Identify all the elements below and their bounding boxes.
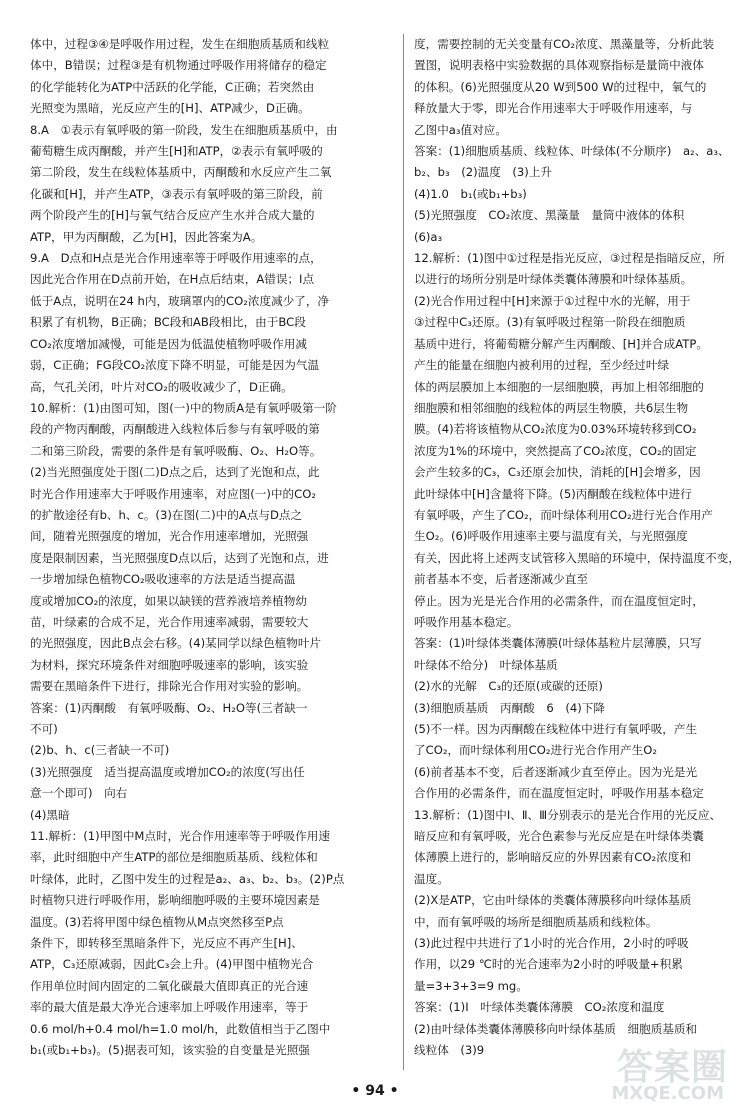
page-number: • 94 • bbox=[351, 1083, 399, 1099]
text-line: (2)由叶绿体类囊体薄膜移向叶绿体基质 细胞质基质和 bbox=[414, 1021, 698, 1036]
text-line: 的扩散途径有b、h、c。(3)在图(二)中的A点与D点之 bbox=[30, 507, 303, 522]
text-line: b₁(或b₁+b₃)。(5)据表可知，该实验的自变量是光照强 bbox=[30, 1043, 310, 1058]
right-column-text bbox=[414, 34, 740, 1062]
text-line: 膜。(4)若将该植物从CO₂浓度为0.03%环境转移到CO₂ bbox=[414, 422, 697, 437]
watermark-line1: 答案圈 bbox=[616, 1047, 728, 1088]
text-line: (4)1.0 b₁(或b₁+b₃) bbox=[414, 186, 527, 201]
text-line: 8.A ①表示有氧呼吸的第一阶段，发生在细胞质基质中，由 bbox=[30, 122, 338, 137]
text-line: 此叶绿体中[H]含量将下降。(5)丙酮酸在线粒体中进行 bbox=[414, 486, 692, 501]
text-line: 高，气孔关闭，叶片对CO₂的吸收减少了，D正确。 bbox=[30, 379, 293, 394]
text-line: 温度。 bbox=[414, 871, 449, 886]
text-line: 一步增加绿色植物CO₂吸收速率的方法是适当提高温 bbox=[30, 572, 296, 587]
text-line: 时植物只进行呼吸作用，影响细胞呼吸的主要环境因素是 bbox=[30, 893, 320, 908]
text-line: 第二阶段，发生在线粒体基质中，丙酮酸和水反应产生二氧 bbox=[30, 165, 332, 180]
text-line: 段的产物丙酮酸，丙酮酸进入线粒体后参与有氧呼吸的第 bbox=[30, 422, 320, 437]
text-line: 释放量大于零，即光合作用速率大于呼吸作用速率，与 bbox=[414, 101, 693, 116]
text-line: 12.解析：(1)图中①过程是指光反应，③过程是指暗反应，所 bbox=[414, 251, 725, 266]
text-line: 意一个即可) 向右 bbox=[30, 786, 128, 801]
text-line: 作用单位时间内固定的二氧化碳最大值即真正的光合速 bbox=[30, 978, 309, 993]
text-line: 答案：(1)细胞质基质、线粒体、叶绿体(不分顺序) a₂、a₃、 bbox=[414, 144, 730, 159]
text-line: ③过程中C₃还原。(3)有氧呼吸过程第一阶段在细胞质 bbox=[414, 315, 686, 330]
text-line: 苗，叶绿素的合成不足，光合作用速率减弱，需要较大 bbox=[30, 614, 309, 629]
left-column bbox=[30, 34, 394, 1062]
text-line: 生O₂。(6)呼吸作用速率主要与温度有关，与光照强度 bbox=[414, 529, 688, 544]
text-line: b₂、b₃ (2)温度 (3)上升 bbox=[414, 165, 553, 180]
text-line: 率的最大值是最大净光合速率加上呼吸作用速率，等于 bbox=[30, 1000, 309, 1015]
text-line: (2)b、h、c(三者缺一不可) bbox=[30, 743, 170, 758]
text-line: (2)光合作用过程中[H]来源于①过程中水的光解，用于 bbox=[414, 293, 691, 308]
text-line: 体的两层膜加上本细胞的一层细胞膜，再加上相邻细胞的 bbox=[414, 379, 704, 394]
text-line: (6)a₃ bbox=[414, 229, 443, 244]
text-line: 度或增加CO₂的浓度，如果以缺镁的营养液培养植物幼 bbox=[30, 593, 307, 608]
text-line: 二和第三阶段，需要的条件是有氧呼吸酶、O₂、H₂O等。 bbox=[30, 443, 322, 458]
text-line: (3)光照强度 适当提高温度或增加CO₂的浓度(写出任 bbox=[30, 764, 305, 779]
text-line: 11.解析：(1)甲图中M点时，光合作用速率等于呼吸作用速 bbox=[30, 829, 330, 844]
text-line: 产生的能量在细胞内被利用的过程，至少经过叶绿 bbox=[414, 358, 670, 373]
text-line: 两个阶段产生的[H]与氧气结合反应产生水并合成大量的 bbox=[30, 208, 315, 223]
text-line: 为材料，探究环境条件对细胞呼吸速率的影响，该实验 bbox=[30, 657, 309, 672]
text-line: 答案：(1)Ⅰ 叶绿体类囊体薄膜 CO₂浓度和温度 bbox=[414, 1000, 665, 1015]
text-line: 体中，B错误；过程③是有机物通过呼吸作用将储存的稳定 bbox=[30, 58, 327, 73]
text-line: CO₂浓度增加减慢，可能是因为低温使植物呼吸作用减 bbox=[30, 336, 307, 351]
text-line: ATP，甲为丙酮酸，乙为[H]，因此答案为A。 bbox=[30, 229, 263, 244]
text-line: 度是限制因素，当光照强度D点以后，达到了光饱和点，进 bbox=[30, 550, 329, 565]
text-line: 呼吸作用基本稳定。 bbox=[414, 614, 519, 629]
text-line: 体薄膜上进行的，影响暗反应的外界因素有CO₂浓度和 bbox=[414, 850, 691, 865]
text-line: 有关，因此将上述两支试管移入黑暗的环境中，保持温度不变，前者基本不变，后者逐渐减少直至 bbox=[414, 550, 740, 587]
right-column bbox=[414, 34, 740, 1062]
text-line: 弱，C正确；FG段CO₂浓度下降不明显，可能是因为气温 bbox=[30, 358, 320, 373]
text-line: (3)此过程中共进行了1小时的光合作用，2小时的呼吸 bbox=[414, 936, 689, 951]
text-line: (2)X是ATP，它由叶绿体的类囊体薄膜移向叶绿体基质 bbox=[414, 893, 692, 908]
text-line: 叶绿体，此时，乙图中发生的过程是a₂、a₃、b₂、b₃。(2)P点 bbox=[30, 871, 345, 886]
text-line: 温度。(3)若将甲图中绿色植物从M点突然移至P点 bbox=[30, 914, 284, 929]
text-line: 答案：(1)叶绿体类囊体薄膜(叶绿体基粒片层薄膜，只写 bbox=[414, 636, 702, 651]
text-line: 叶绿体不给分) 叶绿体基质 bbox=[414, 657, 558, 672]
text-line: 的体积。(6)光照强度从20 W到500 W的过程中，氧气的 bbox=[414, 79, 707, 94]
text-line: 率，此时细胞中产生ATP的部位是细胞质基质、线粒体和 bbox=[30, 850, 318, 865]
text-line: 低于A点，说明在24 h内，玻璃罩内的CO₂浓度减少了，净 bbox=[30, 293, 330, 308]
text-line: (6)前者基本不变，后者逐渐减少直至停止。因为光是光 bbox=[414, 764, 698, 779]
text-line: 细胞膜和相邻细胞的线粒体的两层生物膜，共6层生物 bbox=[414, 400, 689, 415]
text-line: 间，随着光照强度的增加，光合作用速率增加，光照强 bbox=[30, 529, 309, 544]
text-line: 线粒体 (3)9 bbox=[414, 1043, 485, 1058]
text-line: 度，需要控制的无关变量有CO₂浓度、黑藻量等，分析此装 bbox=[414, 37, 715, 51]
text-line: (2)当光照强度处于图(二)D点之后，达到了光饱和点，此 bbox=[30, 465, 320, 480]
text-line: 量=3+3+3=9 mg。 bbox=[414, 978, 528, 993]
text-line: 合作用的必需条件，而在温度恒定时，呼吸作用基本稳定 bbox=[414, 786, 704, 801]
text-line: 条件下，即转移至黑暗条件下，光反应不再产生[H]、 bbox=[30, 936, 303, 951]
text-line: 光照变为黑暗，光反应产生的[H]、ATP减少，D正确。 bbox=[30, 101, 310, 116]
text-line: 作用，以29 ℃时的光合速率为2小时的呼吸量+积累 bbox=[414, 957, 683, 972]
text-line: (4)黑暗 bbox=[30, 807, 70, 822]
text-line: 葡萄糖生成丙酮酸，并产生[H]和ATP，②表示有氧呼吸的 bbox=[30, 144, 323, 159]
watermark-logo bbox=[592, 1037, 732, 1107]
text-line: 中，而有氧呼吸的场所是细胞质基质和线粒体。 bbox=[414, 914, 658, 929]
text-line: 答案：(1)丙酮酸 有氧呼吸酶、O₂、H₂O等(三者缺一 bbox=[30, 700, 308, 715]
text-line: 的化学能转化为ATP中活跃的化学能，C正确；若突然由 bbox=[30, 79, 315, 94]
text-line: 了CO₂，而叶绿体利用CO₂进行光合作用产生O₂ bbox=[414, 743, 658, 758]
text-line: 的光照强度，因此B点会右移。(4)某同学以绿色植物叶片 bbox=[30, 636, 322, 651]
text-line: (2)水的光解 C₃的还原(或碳的还原) bbox=[414, 679, 603, 694]
column-divider bbox=[403, 34, 404, 1070]
text-line: 化碳和[H]，并产生ATP，③表示有氧呼吸的第三阶段，前 bbox=[30, 186, 323, 201]
text-line: 体中，过程③④是呼吸作用过程，发生在细胞质基质和线粒 bbox=[30, 37, 330, 51]
text-line: 暗反应和有氧呼吸，光合色素参与光反应是在叶绿体类囊 bbox=[414, 829, 704, 844]
text-line: 不可) bbox=[30, 722, 58, 736]
text-line: 10.解析：(1)由图可知，图(一)中的物质A是有氧呼吸第一阶 bbox=[30, 400, 337, 415]
text-line: 因此光合作用在D点前开始，在H点后结束，A错误；I点 bbox=[30, 272, 315, 287]
text-line: 浓度为1%的环境中，突然提高了CO₂浓度，CO₂的固定 bbox=[414, 443, 697, 458]
text-line: 会产生较多的C₃，C₃还原会加快，消耗的[H]会增多，因 bbox=[414, 465, 701, 480]
text-line: 置图，说明表格中实验数据的具体观察指标是量筒中液体 bbox=[414, 58, 704, 73]
text-line: 乙图中a₃值对应。 bbox=[414, 122, 507, 137]
left-column-text bbox=[30, 34, 394, 1062]
text-line: 基质中进行，将葡萄糖分解产生丙酮酸、[H]并合成ATP。 bbox=[414, 336, 708, 351]
text-line: 0.6 mol/h+0.4 mol/h=1.0 mol/h，此数值相当于乙图中 bbox=[30, 1021, 331, 1036]
text-line: 停止。因为光是光合作用的必需条件，而在温度恒定时， bbox=[414, 593, 704, 608]
text-line: 时光合作用速率大于呼吸作用速率，对应图(一)中的CO₂ bbox=[30, 486, 316, 501]
text-line: 有氧呼吸，产生了CO₂，而叶绿体利用CO₂进行光合作用产 bbox=[414, 507, 713, 522]
text-line: (3)细胞质基质 丙酮酸 6 (4)下降 bbox=[414, 700, 605, 715]
text-line: 9.A D点和H点是光合作用速率等于呼吸作用速率的点， bbox=[30, 251, 322, 266]
text-line: 积累了有机物，B正确；BC段和AB段相比，由于BC段 bbox=[30, 315, 306, 330]
text-line: 需要在黑暗条件下进行，排除光合作用对实验的影响。 bbox=[30, 679, 309, 694]
text-line: (5)不一样。因为丙酮酸在线粒体中进行有氧呼吸，产生 bbox=[414, 722, 698, 736]
watermark-line2: MXQE.COM bbox=[611, 1083, 724, 1104]
text-line: 以进行的场所分别是叶绿体类囊体薄膜和叶绿体基质。 bbox=[414, 272, 693, 287]
text-line: (5)光照强度 CO₂浓度、黑藻量 量筒中液体的体积 bbox=[414, 208, 685, 223]
text-line: ATP，C₃还原减弱，因此C₃会上升。(4)甲图中植物光合 bbox=[30, 957, 314, 972]
text-line: 13.解析：(1)图中Ⅰ、Ⅱ、Ⅲ分别表示的是光合作用的光反应、 bbox=[414, 807, 722, 822]
